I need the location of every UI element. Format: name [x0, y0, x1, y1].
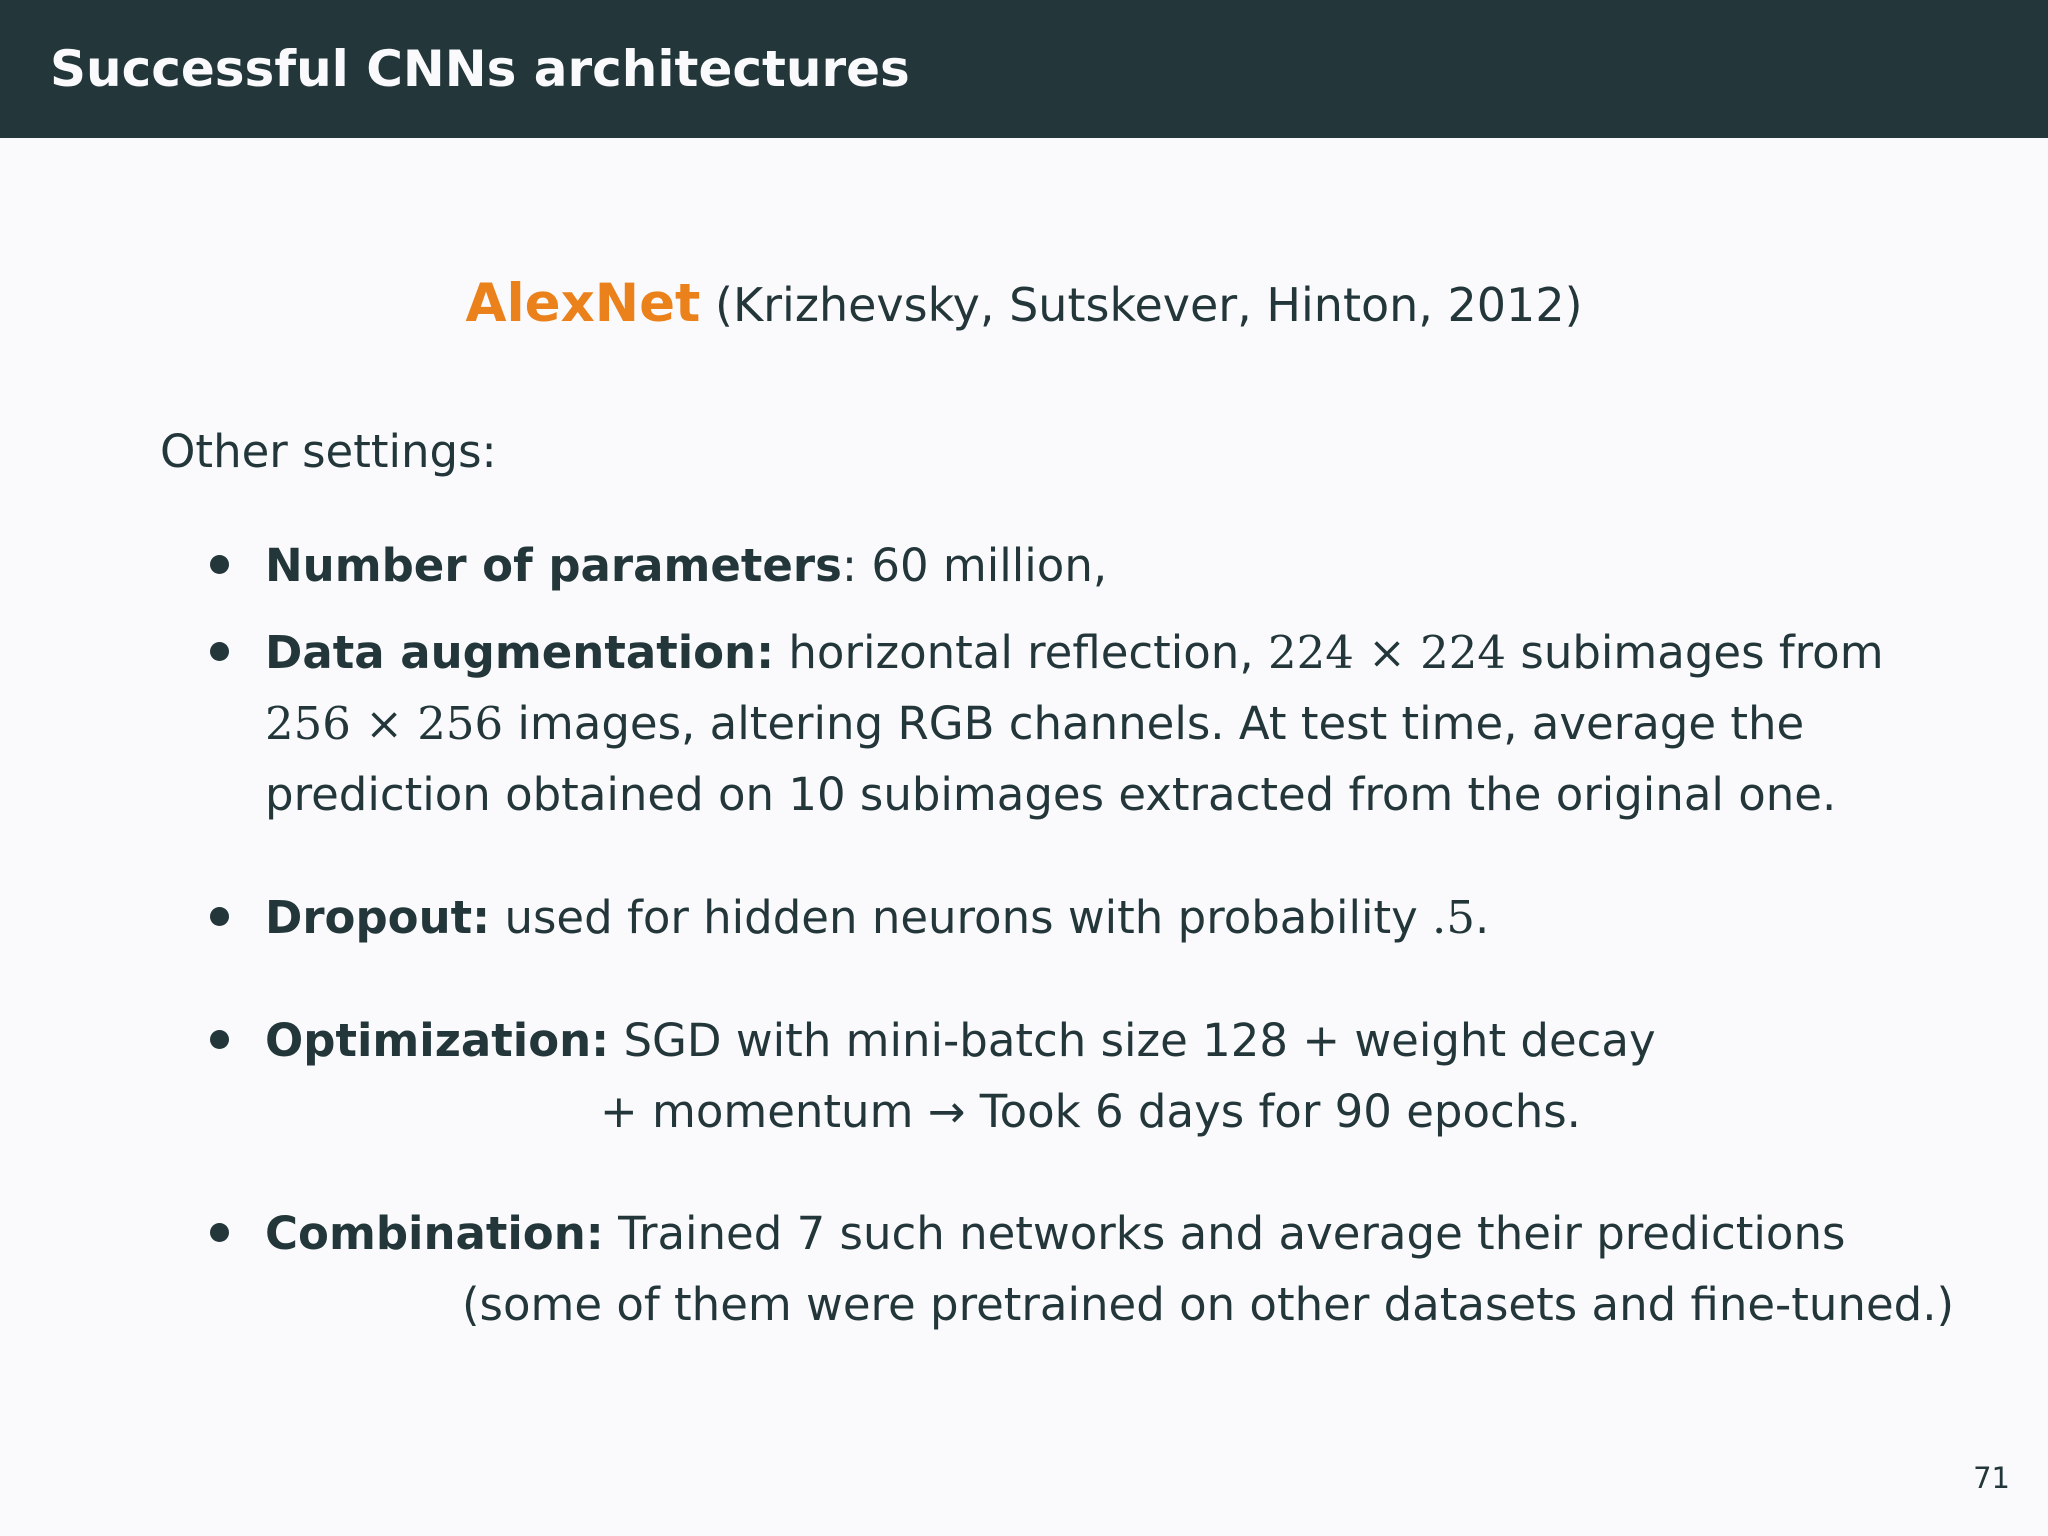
bullet-augmentation-line-1: [265, 617, 1884, 688]
bullet-augmentation-math-2: 256 × 256: [265, 697, 504, 750]
bullet-augmentation-line-2: [265, 688, 1804, 759]
bullet-augmentation-label: Data augmentation:: [265, 626, 775, 679]
bullet-parameters-line: [265, 530, 1107, 601]
bullet-dot-icon: [210, 555, 229, 574]
slide-subtitle: [0, 272, 2048, 337]
bullet-dot-icon: [210, 642, 229, 661]
bullet-combination-line-1: [265, 1198, 1845, 1269]
frame-title-bar: [0, 0, 2048, 138]
bullet-combination-text-1: Trained 7 such networks and average their predictions: [618, 1207, 1846, 1260]
intro-text: Other settings:: [160, 425, 497, 478]
bullet-combination-line-2: (some of them were pretrained on other datasets and fine-tuned.): [462, 1278, 1955, 1331]
alexnet-name: AlexNet: [465, 273, 701, 334]
bullet-dot-icon: [210, 1223, 229, 1242]
bullet-parameters-label: Number of parameters: [265, 539, 842, 592]
bullet-augmentation-text-1b: subimages from: [1520, 626, 1884, 679]
bullet-optimization-text-1: SGD with mini-batch size 128 + weight decay: [623, 1014, 1656, 1067]
bullet-dot-icon: [210, 1030, 229, 1049]
bullet-parameters-text: : 60 million,: [841, 539, 1108, 592]
bullet-dropout-text: used for hidden neurons with probability: [504, 891, 1418, 944]
bullet-optimization-line-1: [265, 1005, 1656, 1076]
bullet-dropout-end: .: [1474, 891, 1490, 944]
alexnet-citation: (Krizhevsky, Sutskever, Hinton, 2012): [715, 278, 1583, 332]
bullet-dot-icon: [210, 907, 229, 926]
frame-title: Successful CNNs architectures: [50, 40, 910, 98]
bullet-combination-label: Combination:: [265, 1207, 604, 1260]
bullet-augmentation-line-3: prediction obtained on 10 subimages extracted from the original one.: [265, 768, 1837, 821]
bullet-augmentation-text-1a: horizontal reflection,: [788, 626, 1254, 679]
bullet-optimization-line-2: + momentum → Took 6 days for 90 epochs.: [600, 1085, 1581, 1138]
bullet-augmentation-math-1: 224 × 224: [1267, 626, 1507, 679]
bullet-optimization-label: Optimization:: [265, 1014, 610, 1067]
bullet-dropout-math: .5: [1432, 891, 1475, 944]
bullet-dropout-line: [265, 882, 1489, 953]
page-number: 71: [1973, 1461, 2010, 1495]
bullet-dropout-label: Dropout:: [265, 891, 491, 944]
bullet-augmentation-text-2: images, altering RGB channels. At test time, average the: [517, 697, 1805, 750]
